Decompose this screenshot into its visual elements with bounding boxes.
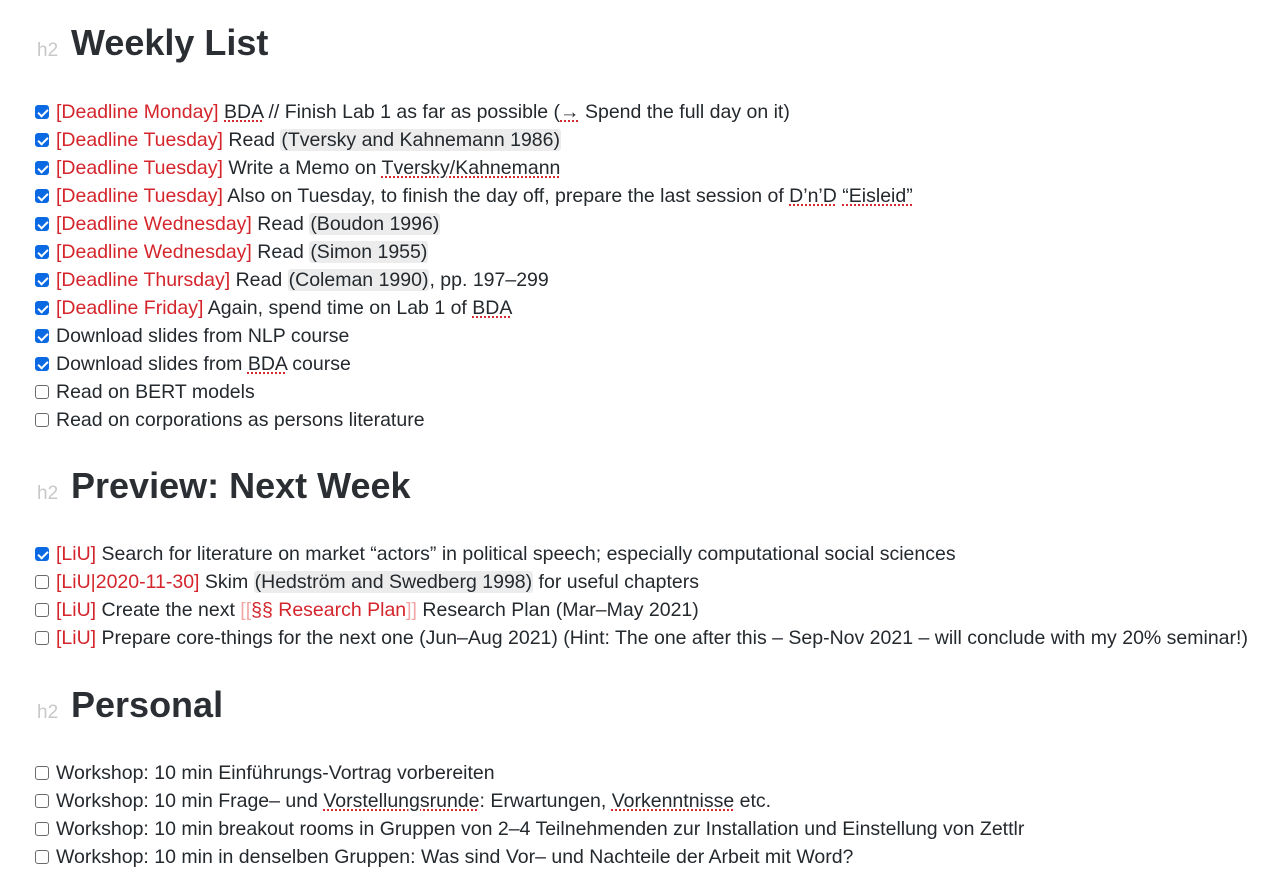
task-text[interactable] (56, 154, 560, 182)
spellcheck-flagged-word[interactable]: Tversky/Kahnemann (381, 157, 561, 179)
spellcheck-flagged-word[interactable]: “Eisleid” (842, 185, 913, 207)
task-text[interactable] (56, 266, 549, 294)
task-text[interactable] (56, 568, 699, 596)
task-text-segment: Read (222, 129, 281, 151)
spellcheck-flagged-word[interactable]: D’n’D (789, 185, 837, 207)
task-text[interactable] (56, 350, 351, 378)
citation[interactable]: (Hedström and Swedberg 1998) (254, 571, 533, 593)
task-checkbox-unchecked[interactable] (35, 603, 49, 617)
task-checkbox-checked[interactable] (35, 245, 49, 259)
task-tag: [Deadline Wednesday] (56, 241, 252, 263)
heading-level-marker: h2 (37, 702, 59, 723)
task-text-segment: Read on corporations as persons literature (56, 409, 425, 431)
task-text[interactable] (56, 843, 853, 871)
task-text-segment: Download slides from NLP course (56, 325, 350, 347)
task-list (34, 98, 913, 434)
task-text[interactable] (56, 759, 495, 787)
task-text-segment: Workshop: 10 min breakout rooms in Gruppen von 2–4 Teilnehmenden zur Installation und Einstellung von Zettlr (56, 818, 1025, 840)
task-tag: [Deadline Tuesday] (56, 157, 223, 179)
task-item (34, 350, 913, 378)
task-checkbox-unchecked[interactable] (35, 850, 49, 864)
task-tag: [Deadline Wednesday] (56, 213, 252, 235)
task-checkbox-checked[interactable] (35, 357, 49, 371)
task-tag: [Deadline Thursday] (56, 269, 231, 291)
task-item (34, 238, 913, 266)
task-item (34, 568, 1248, 596)
task-item (34, 154, 913, 182)
task-text-segment: Workshop: 10 min Einführungs-Vortrag vorbereiten (56, 762, 495, 784)
task-checkbox-checked[interactable] (35, 547, 49, 561)
task-tag: [Deadline Tuesday] (56, 185, 223, 207)
task-text-segment: Spend the full day on it) (579, 101, 790, 123)
task-item (34, 322, 913, 350)
task-checkbox-checked[interactable] (35, 133, 49, 147)
wiki-link-close-brackets: ]] (406, 599, 417, 621)
task-text-segment: Research Plan (Mar–May 2021) (416, 599, 699, 621)
task-item (34, 624, 1248, 652)
task-text-segment: Search for literature on market “actors” in political speech; especially computational social sciences (96, 543, 956, 565)
heading-level-marker: h2 (37, 40, 59, 61)
task-text[interactable] (56, 182, 913, 210)
task-text[interactable] (56, 294, 512, 322)
task-text-segment: Read on BERT models (56, 381, 255, 403)
task-checkbox-unchecked[interactable] (35, 385, 49, 399)
task-checkbox-checked[interactable] (35, 105, 49, 119)
task-item (34, 759, 1024, 787)
task-item (34, 378, 913, 406)
task-text-segment: , pp. 197–299 (429, 269, 549, 291)
task-item (34, 182, 913, 210)
task-text[interactable] (56, 238, 428, 266)
task-tag: [LiU] (56, 599, 97, 621)
citation[interactable]: (Coleman 1990) (288, 269, 429, 291)
task-text[interactable] (56, 126, 561, 154)
task-item (34, 540, 1248, 568)
task-tag: [LiU] (56, 627, 97, 649)
citation[interactable]: (Tversky and Kahnemann 1986) (281, 129, 560, 151)
wiki-link[interactable] (240, 599, 417, 621)
task-text-segment: Read (251, 241, 310, 263)
task-checkbox-unchecked[interactable] (35, 766, 49, 780)
task-checkbox-checked[interactable] (35, 189, 49, 203)
task-checkbox-checked[interactable] (35, 217, 49, 231)
task-checkbox-checked[interactable] (35, 161, 49, 175)
task-checkbox-unchecked[interactable] (35, 413, 49, 427)
task-checkbox-unchecked[interactable] (35, 794, 49, 808)
task-text[interactable] (56, 596, 699, 624)
wiki-link-text: §§ Research Plan (251, 599, 407, 621)
task-item (34, 210, 913, 238)
task-text[interactable] (56, 322, 349, 350)
task-checkbox-unchecked[interactable] (35, 575, 49, 589)
task-checkbox-checked[interactable] (35, 273, 49, 287)
task-text-segment: Prepare core-things for the next one (Jun–Aug 2021) (Hint: The one after this – Sep-Nov 2021 – will conclude with my 20% seminar!) (96, 627, 1248, 649)
task-text-segment: Skim (199, 571, 254, 593)
task-list (34, 759, 1024, 871)
section-title[interactable]: Personal (71, 684, 224, 725)
task-text-segment: Workshop: 10 min Frage– und (56, 790, 324, 812)
task-tag: [Deadline Tuesday] (56, 129, 223, 151)
task-item (34, 815, 1024, 843)
task-text-segment: Again, spend time on Lab 1 of (203, 297, 473, 319)
spellcheck-flagged-word[interactable]: BDA (224, 101, 264, 123)
task-checkbox-unchecked[interactable] (35, 822, 49, 836)
task-text-segment: : Erwartungen, (479, 790, 612, 812)
task-text-segment: Also on Tuesday, to finish the day off, prepare the last session of (222, 185, 790, 207)
citation[interactable]: (Boudon 1996) (310, 213, 440, 235)
task-text-segment: Create the next (96, 599, 241, 621)
task-checkbox-unchecked[interactable] (35, 631, 49, 645)
task-text-segment: etc. (734, 790, 772, 812)
task-text[interactable] (56, 540, 956, 568)
task-item (34, 126, 913, 154)
spellcheck-flagged-word[interactable]: → (560, 101, 580, 123)
task-text[interactable] (56, 787, 771, 815)
task-item (34, 596, 1248, 624)
wiki-link-open-brackets: [[ (240, 599, 252, 621)
task-text[interactable] (56, 406, 425, 434)
task-tag: [LiU|2020-11-30] (56, 571, 200, 593)
task-item (34, 266, 913, 294)
section-title[interactable]: Weekly List (71, 22, 269, 63)
task-tag: [Deadline Friday] (56, 297, 204, 319)
citation[interactable]: (Simon 1955) (310, 241, 428, 263)
task-item (34, 406, 913, 434)
heading-level-marker: h2 (37, 483, 59, 504)
task-text[interactable] (56, 815, 1024, 843)
task-text[interactable] (56, 624, 1248, 652)
task-text-segment: Read (230, 269, 288, 291)
task-checkbox-checked[interactable] (35, 329, 49, 343)
task-checkbox-checked[interactable] (35, 301, 49, 315)
task-text[interactable] (56, 98, 790, 126)
task-item (34, 98, 913, 126)
spellcheck-flagged-word[interactable]: BDA (247, 353, 287, 375)
task-text-segment: // Finish Lab 1 as far as possible ( (263, 101, 561, 123)
spellcheck-flagged-word[interactable]: BDA (472, 297, 513, 319)
task-text-segment: Write a Memo on (222, 157, 382, 179)
spellcheck-flagged-word[interactable]: Vorkenntnisse (611, 790, 735, 812)
section-title[interactable]: Preview: Next Week (71, 465, 411, 506)
task-text-segment: Read (251, 213, 310, 235)
task-text-segment: course (286, 353, 351, 375)
task-text[interactable] (56, 378, 255, 406)
spellcheck-flagged-word[interactable]: Vorstellungsrunde (323, 790, 480, 812)
task-tag: [Deadline Monday] (56, 101, 219, 123)
task-text[interactable] (56, 210, 440, 238)
task-tag: [LiU] (56, 543, 97, 565)
task-item (34, 294, 913, 322)
task-text-segment: Download slides from (56, 353, 248, 375)
task-item (34, 787, 1024, 815)
task-text-segment: Workshop: 10 min in denselben Gruppen: Was sind Vor– und Nachteile der Arbeit mit Word? (56, 846, 854, 868)
task-item (34, 843, 1024, 871)
task-text-segment: for useful chapters (533, 571, 699, 593)
task-list (34, 540, 1248, 652)
